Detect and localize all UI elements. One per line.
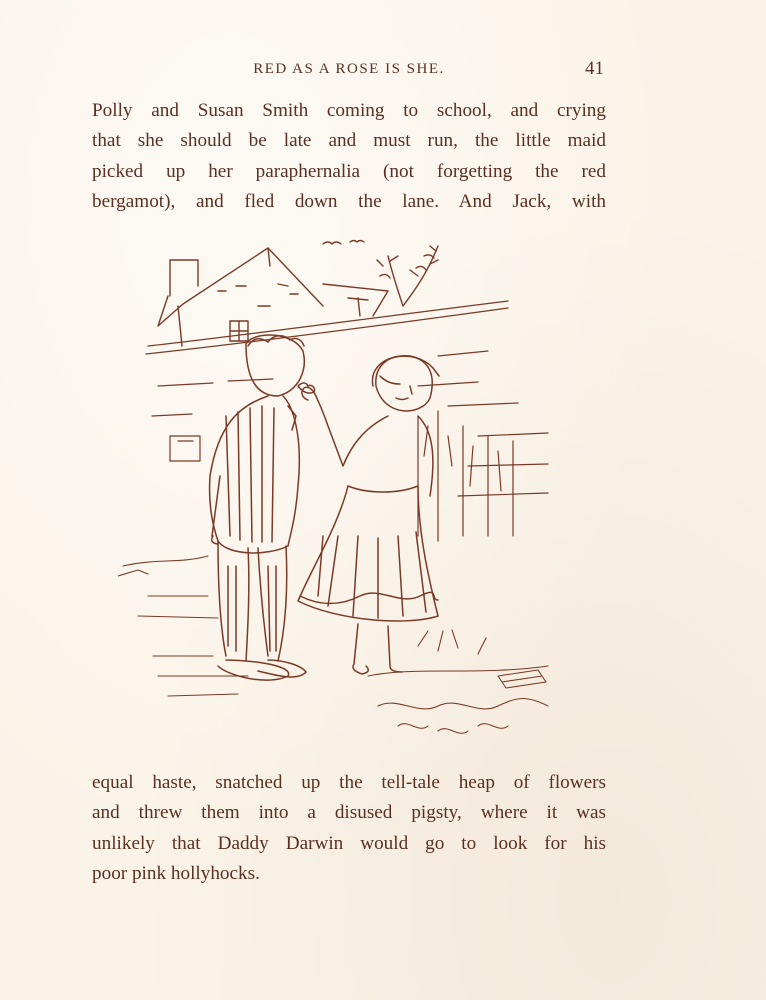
text-line: poor pink hollyhocks. [92,863,260,885]
text-line: that she should be late and must run, the little maid [92,130,606,152]
engraving-illustration [118,236,568,748]
paragraph-top [92,96,606,218]
text-line: unlikely that Daddy Darwin would go to look for his [92,832,606,854]
running-head [92,58,606,82]
text-line: picked up her paraphernalia (not forgetting the red [92,160,606,182]
text-line: equal haste, snatched up the tell-tale heap of flowers [92,772,606,793]
book-icon [498,670,546,688]
text-line: and threw them into a disused pigsty, where it was [92,802,606,824]
ground-foliage [118,556,548,733]
plant-branches [377,246,438,306]
text-line: bergamot), and fled down the lane. And Jack, with [92,191,606,213]
text-line: Polly and Susan Smith coming to school, and crying [92,100,606,121]
bird-icon [350,241,364,243]
engraving-svg [118,236,568,748]
page-number: 41 [585,58,604,79]
stone-wall [146,301,548,541]
boy-figure [210,335,306,680]
paragraph-bottom [92,768,606,890]
bird-icon [323,242,341,244]
running-title: RED AS A ROSE IS SHE. [253,61,445,77]
